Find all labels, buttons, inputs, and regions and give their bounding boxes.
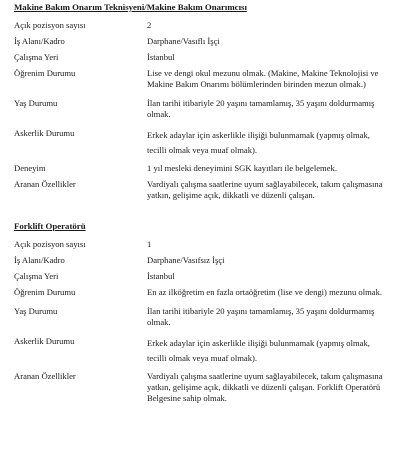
row-value: 2 — [147, 20, 152, 30]
row-requirements — [14, 371, 394, 404]
section-title-makine-bakim: Makine Bakım Onarım Teknisyeni/Makine Bakım Onarımcısı — [14, 2, 247, 12]
row-label: Deneyim — [14, 163, 46, 173]
row-label: Çalışma Yeri — [14, 271, 59, 281]
row-value: 1 — [147, 239, 152, 249]
job-posting-document — [14, 2, 394, 409]
section-title-forklift: Forklift Operatörü — [14, 221, 86, 231]
row-label: Askerlik Durumu — [14, 336, 75, 346]
row-value: Erkek adaylar için askerlikle ilişiği bulunmamak (yapmış olmak, tecilli olmak veya muaf olmak). — [147, 130, 370, 155]
row-label: Yaş Durumu — [14, 306, 58, 316]
row-value: Vardiyalı çalışma saatlerine uyum sağlayabilecek, takım çalışmasına yatkın, gelişime açık, dikkatli ve düzenli çalışan. — [147, 179, 383, 200]
row-value: Darphane/Vasıflı İşçi — [147, 36, 220, 46]
row-label: Açık pozisyon sayısı — [14, 239, 86, 249]
row-label: Yaş Durumu — [14, 98, 58, 108]
row-value: İlan tarihi itibariyle 20 yaşını tamamlamış, 35 yaşını doldurmamış olmak. — [147, 306, 375, 327]
row-label: Çalışma Yeri — [14, 52, 59, 62]
row-value: İstanbul — [147, 52, 175, 62]
row-open-positions — [14, 20, 394, 31]
row-education — [14, 68, 394, 90]
row-value: İstanbul — [147, 271, 175, 281]
row-work-area — [14, 36, 394, 47]
row-label: İş Alanı/Kadro — [14, 36, 65, 46]
row-requirements — [14, 179, 394, 201]
row-work-area — [14, 255, 394, 266]
row-education — [14, 287, 394, 298]
row-value: Vardiyalı çalışma saatlerine uyum sağlayabilecek, takım çalışmasına yatkın, gelişime açık, dikkatli ve düzenli çalışan. Forklift Operatörü Belgesine sahip olmak. — [147, 371, 383, 403]
row-label: Aranan Özellikler — [14, 179, 76, 189]
row-value: Lise ve dengi okul mezunu olmak. (Makine, Makine Teknolojisi ve Makine Bakım Onarımı bölümlerinden birinden mezun olmak.) — [147, 68, 379, 89]
row-value: En az ilköğretim en fazla ortaöğretim (lise ve dengi) mezunu olmak. — [147, 287, 383, 297]
row-age — [14, 306, 394, 328]
row-label: İş Alanı/Kadro — [14, 255, 65, 265]
row-age — [14, 98, 394, 120]
row-label: Öğrenim Durumu — [14, 68, 76, 78]
row-label: Açık pozisyon sayısı — [14, 20, 86, 30]
row-value: Darphane/Vasıfsız İşçi — [147, 255, 225, 265]
row-experience — [14, 163, 394, 174]
row-label: Askerlik Durumu — [14, 128, 75, 138]
row-value: İlan tarihi itibariyle 20 yaşını tamamlamış, 35 yaşını doldurmamış olmak. — [147, 98, 375, 119]
row-work-location — [14, 52, 394, 63]
row-label: Aranan Özellikler — [14, 371, 76, 381]
row-work-location — [14, 271, 394, 282]
row-value: 1 yıl mesleki deneyimini SGK kayıtları ile belgelemek. — [147, 163, 337, 173]
row-open-positions — [14, 239, 394, 250]
row-value: Erkek adaylar için askerlikle ilişiği bulunmamak (yapmış olmak, tecilli olmak veya muaf olmak). — [147, 338, 370, 363]
row-label: Öğrenim Durumu — [14, 287, 76, 297]
row-military — [14, 336, 394, 366]
row-military — [14, 128, 394, 158]
